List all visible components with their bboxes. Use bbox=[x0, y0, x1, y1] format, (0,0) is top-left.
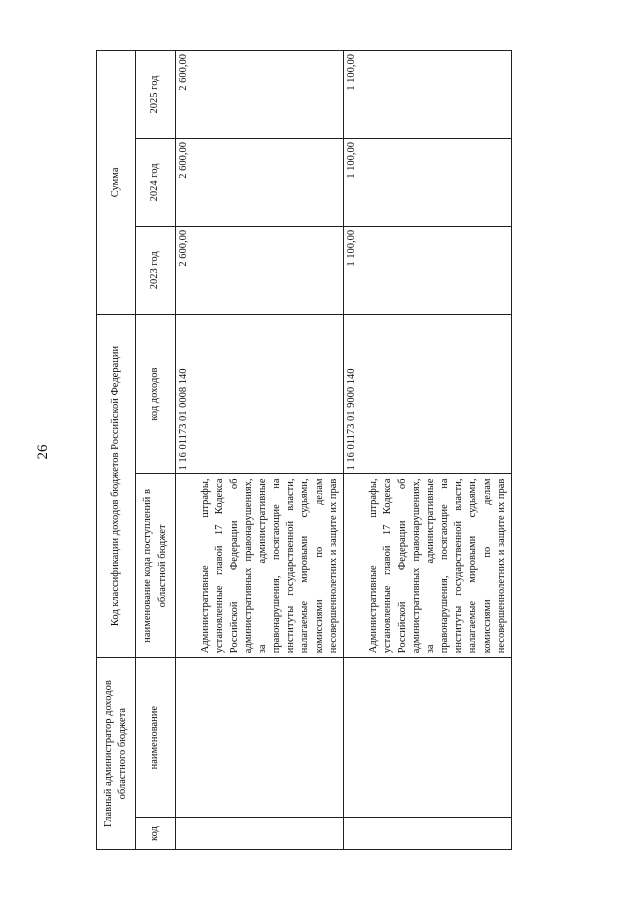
row-admin-name bbox=[176, 658, 344, 818]
revenue-table bbox=[96, 50, 512, 850]
header-year-2025: 2025 год bbox=[136, 51, 176, 139]
row-admin-code bbox=[176, 818, 344, 850]
header-year-2023: 2023 год bbox=[136, 226, 176, 314]
header-income-name: наименование кода поступлений в областной бюджет bbox=[136, 474, 176, 658]
row-income-code: 1 16 01173 01 9000 140 bbox=[344, 314, 512, 474]
table-row bbox=[344, 51, 512, 850]
row-amount-2024: 2 600,00 bbox=[176, 138, 344, 226]
header-sum-group: Сумма bbox=[97, 51, 136, 315]
row-amount-2025: 2 600,00 bbox=[176, 51, 344, 139]
header-admin-code: код bbox=[136, 818, 176, 850]
header-classification-group: Код классификации доходов бюджетов Российской Федерации bbox=[97, 314, 136, 658]
row-amount-2023: 1 100,00 bbox=[344, 226, 512, 314]
row-income-code: 1 16 01173 01 0008 140 bbox=[176, 314, 344, 474]
header-income-code: код доходов bbox=[136, 314, 176, 474]
row-amount-2024: 1 100,00 bbox=[344, 138, 512, 226]
row-admin-code bbox=[344, 818, 512, 850]
header-admin-name: наименование bbox=[136, 658, 176, 818]
row-amount-2025: 1 100,00 bbox=[344, 51, 512, 139]
row-description: Административные штрафы, установленные главой 17 Кодекса Российской Федерации об административных правонарушениях, за административные правонарушения, посягающие на институты государственной власти, налагаемые мировыми судьями, комиссиями по делам несовершеннолетних и защите их прав bbox=[344, 474, 512, 658]
header-year-2024: 2024 год bbox=[136, 138, 176, 226]
row-description: Административные штрафы, установленные главой 17 Кодекса Российской Федерации об административных правонарушениях, за административные правонарушения, посягающие на институты государственной власти, налагаемые мировыми судьями, комиссиями по делам несовершеннолетних и защите их прав bbox=[176, 474, 344, 658]
revenue-table-rotated bbox=[96, 50, 512, 850]
header-admin-group: Главный администратор доходов областного бюджета bbox=[97, 658, 136, 850]
row-amount-2023: 2 600,00 bbox=[176, 226, 344, 314]
page-number: 26 bbox=[35, 444, 51, 460]
row-admin-name bbox=[344, 658, 512, 818]
table-row bbox=[176, 51, 344, 850]
